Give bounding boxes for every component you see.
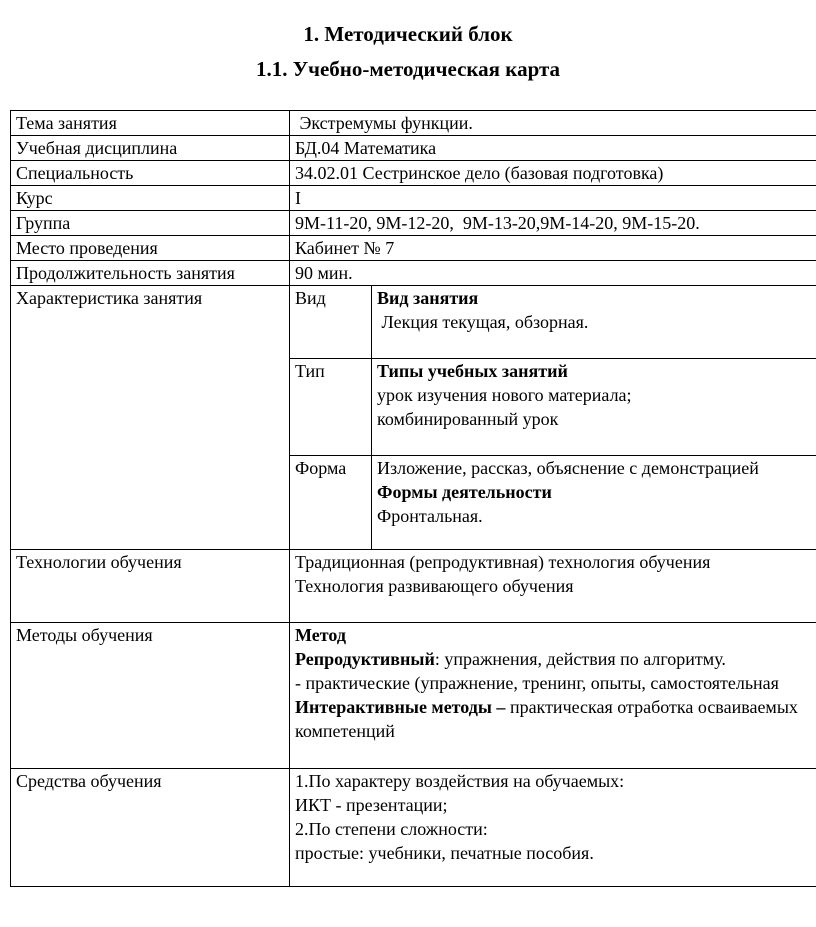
forma-cell (372, 456, 816, 550)
means-line: ИКТ - презентации; (295, 795, 448, 815)
technology-line: Технология развивающего обучения (295, 576, 574, 596)
tip-cell (372, 359, 816, 456)
means-line: 1.По характеру воздействия на обучаемых: (295, 771, 625, 791)
table-row (11, 186, 816, 211)
group-value: 9М-11-20, 9М-12-20, 9М-13-20,9М-14-20, 9М-15-20. (290, 211, 816, 236)
discipline-label: Учебная дисциплина (11, 136, 290, 161)
forma-line: Изложение, рассказ, объяснение с демонстрацией (377, 458, 759, 478)
methods-practical: - практические (упражнение, тренинг, опыты, самостоятельная (295, 673, 779, 693)
methods-repro-bold: Репродуктивный (295, 649, 435, 669)
course-value: I (290, 186, 816, 211)
characteristic-label: Характеристика занятия (11, 286, 290, 550)
table-row (11, 769, 816, 887)
table-row (11, 261, 816, 286)
methods-inter-bold: Интерактивные методы – (295, 697, 506, 717)
methods-reproductive (295, 647, 816, 671)
discipline-value: БД.04 Математика (290, 136, 816, 161)
methods-competencies: компетенций (295, 721, 395, 741)
tip-heading: Типы учебных занятий (377, 361, 568, 381)
specialty-label: Специальность (11, 161, 290, 186)
methods-inter-text: практическая отработка осваиваемых (505, 697, 798, 717)
technology-line: Традиционная (репродуктивная) технология обучения (295, 552, 711, 572)
topic-label: Тема занятия (11, 111, 290, 136)
tip-line: комбинированный урок (377, 409, 559, 429)
table-row (11, 211, 816, 236)
vid-heading: Вид занятия (377, 288, 479, 308)
forma-line: Фронтальная. (377, 506, 483, 526)
vid-cell (372, 286, 816, 359)
place-value: Кабинет № 7 (290, 236, 816, 261)
means-cell (290, 769, 816, 887)
methods-repro-text: : упражнения, действия по алгоритму. (434, 649, 726, 669)
table-row (11, 111, 816, 136)
table-row (11, 161, 816, 186)
group-label: Группа (11, 211, 290, 236)
methods-label: Методы обучения (11, 623, 290, 769)
table-row (11, 136, 816, 161)
table-row (11, 623, 816, 769)
technology-cell (290, 550, 816, 623)
duration-label: Продолжительность занятия (11, 261, 290, 286)
table-row (11, 236, 816, 261)
tip-label: Тип (290, 359, 372, 456)
technology-label: Технологии обучения (11, 550, 290, 623)
specialty-value: 34.02.01 Сестринское дело (базовая подготовка) (290, 161, 816, 186)
means-line: 2.По степени сложности: (295, 819, 488, 839)
forma-heading: Формы деятельности (377, 482, 552, 502)
lesson-map-table (10, 110, 816, 887)
methods-interactive (295, 695, 816, 719)
means-label: Средства обучения (11, 769, 290, 887)
topic-value: Экстремумы функции. (290, 111, 816, 136)
page-subtitle: 1.1. Учебно-методическая карта (255, 57, 561, 81)
course-label: Курс (11, 186, 290, 211)
duration-value: 90 мин. (290, 261, 816, 286)
place-label: Место проведения (11, 236, 290, 261)
methods-cell (290, 623, 816, 769)
forma-label: Форма (290, 456, 372, 550)
page-title: 1. Методический блок (303, 22, 513, 46)
table-row (11, 550, 816, 623)
methods-heading: Метод (295, 625, 346, 645)
table-row (11, 286, 816, 359)
vid-label: Вид (290, 286, 372, 359)
tip-line: урок изучения нового материала; (377, 385, 632, 405)
vid-text: Лекция текущая, обзорная. (377, 312, 589, 332)
means-line: простые: учебники, печатные пособия. (295, 843, 594, 863)
